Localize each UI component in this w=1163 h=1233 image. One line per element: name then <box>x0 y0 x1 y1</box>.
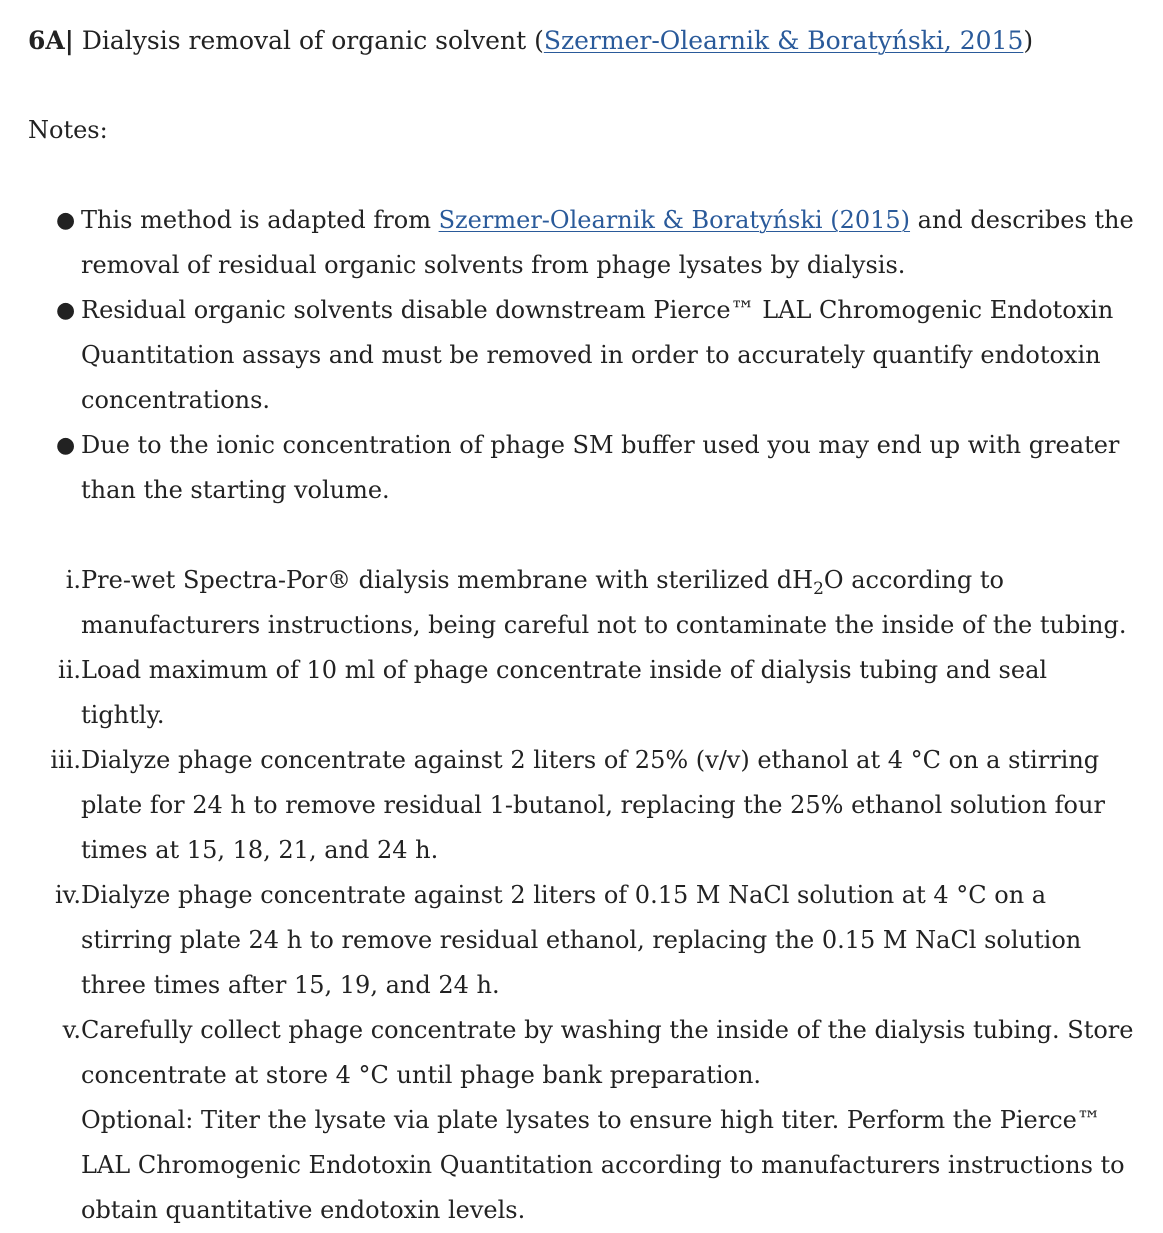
note-text: Residual organic solvents disable downstream Pierce™ LAL Chromogenic Endotoxin Quantitation assays and must be removed in order to accurately quantify endotoxin concentrations. <box>81 296 1114 414</box>
step-text: Load maximum of 10 ml of phage concentrate inside of dialysis tubing and seal tightly. <box>81 656 1048 729</box>
note-text: This method is adapted from <box>81 206 439 234</box>
section-tag: 6A| <box>28 26 74 55</box>
step-marker: v. <box>62 1016 81 1044</box>
step-text: Dialyze phage concentrate against 2 liters of 25% (v/v) ethanol at 4 °C on a stirring plate for 24 h to remove residual 1-butanol, replacing the 25% ethanol solution four times at 15, 18, 21, and 24 h. <box>81 746 1105 864</box>
note-item <box>56 198 1138 288</box>
note-item <box>56 288 1138 423</box>
note-citation-link[interactable]: Szermer-Olearnik & Boratyński (2015) <box>438 206 911 234</box>
step-item <box>50 738 1138 873</box>
note-text: and describes the removal of residual organic solvents from phage lysates by dialysis. <box>81 206 1134 279</box>
step-marker: iii. <box>50 746 81 774</box>
step-text: Pre-wet Spectra-Por® dialysis membrane with sterilized dH <box>81 566 814 594</box>
bullet-icon: ● <box>56 433 76 458</box>
step-item <box>65 558 1138 648</box>
note-item <box>56 423 1138 513</box>
step-text: Carefully collect phage concentrate by washing the inside of the dialysis tubing. Store concentrate at store 4 °C until phage bank preparation. <box>81 1016 1134 1089</box>
step-item <box>58 648 1138 738</box>
step-item <box>54 873 1138 1008</box>
step-marker: iv. <box>54 881 81 909</box>
step-text: Dialyze phage concentrate against 2 liters of 0.15 M NaCl solution at 4 °C on a stirring plate 24 h to remove residual ethanol, replacing the 0.15 M NaCl solution three times after 15, 19, and 24 h. <box>81 881 1082 999</box>
notes-label: Notes: <box>28 116 108 144</box>
step-item <box>62 1008 1138 1233</box>
step-marker: ii. <box>58 656 81 684</box>
step-marker: i. <box>65 566 81 594</box>
section-heading <box>28 18 1138 63</box>
step-text: O according to manufacturers instructions, being careful not to contaminate the inside of the tubing. <box>81 566 1127 639</box>
note-text: Due to the ionic concentration of phage SM buffer used you may end up with greater than the starting volume. <box>81 431 1120 504</box>
optional-note: Optional: Titer the lysate via plate lysates to ensure high titer. Perform the Pierce™ LAL Chromogenic Endotoxin Quantitation according to manufacturers instructions to obtain quantitative endotoxin levels. <box>81 1106 1125 1224</box>
section-title: Dialysis removal of organic solvent ( <box>73 26 544 55</box>
bullet-icon: ● <box>56 208 76 233</box>
procedure-steps <box>28 558 1138 1233</box>
subscript: 2 <box>813 579 824 599</box>
bullet-icon: ● <box>56 298 76 323</box>
notes-list <box>28 198 1138 513</box>
section-title-close: ) <box>1023 26 1034 55</box>
citation-link[interactable]: Szermer-Olearnik & Boratyński, 2015 <box>543 26 1024 55</box>
